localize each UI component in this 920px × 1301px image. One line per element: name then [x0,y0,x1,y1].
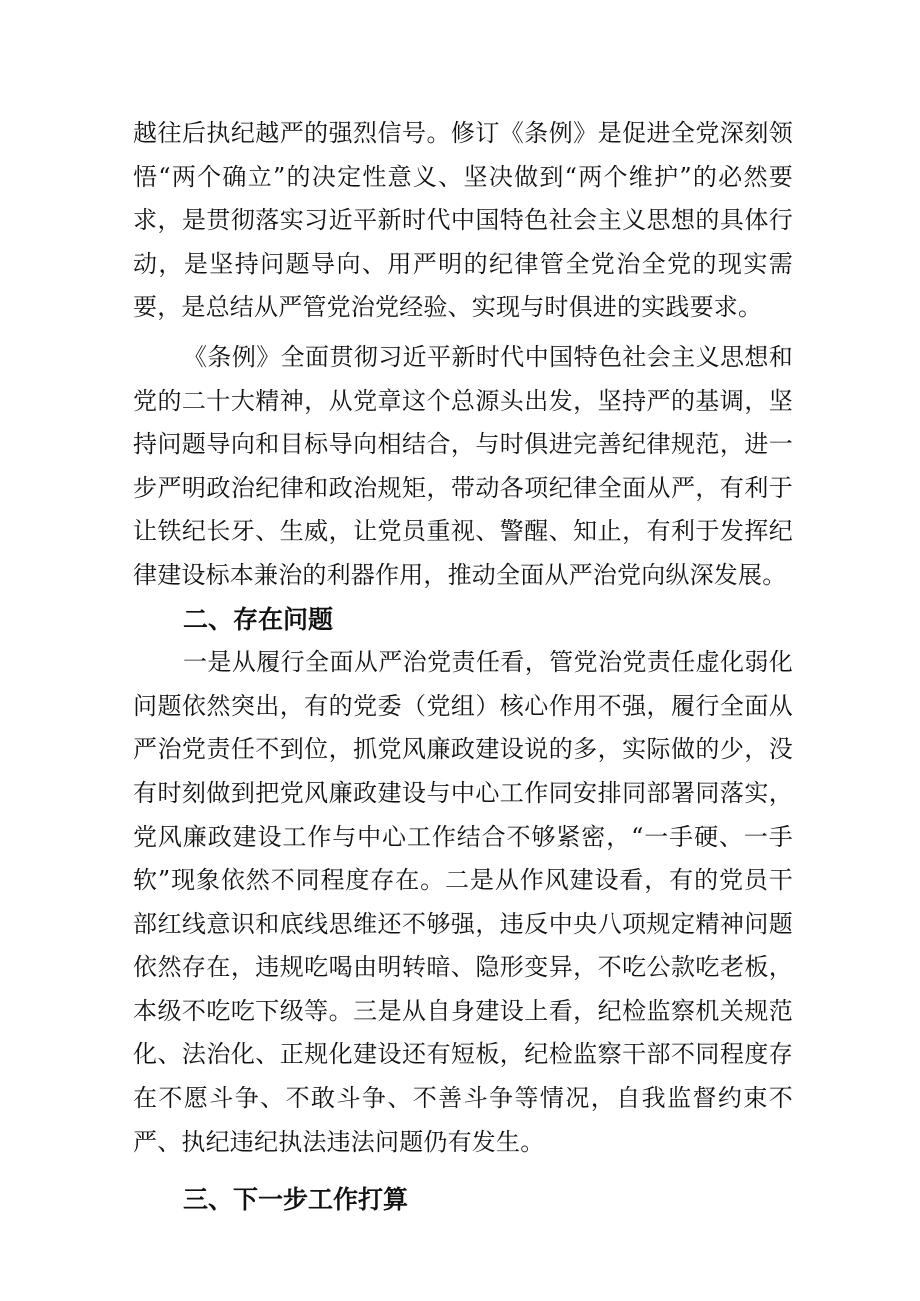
paragraph-problems: 一是从履行全面从严治党责任看，管党治党责任虚化弱化问题依然突出，有的党委（党组）核心作用不强，履行全面从严治党责任不到位，抓党风廉政建设说的多，实际做的少，没有时刻做到把党风廉政建设与中心工作同安排同部署同落实，党风廉政建设工作与中心工作结合不够紧密，“一手硬、一手软”现象依然不同程度存在。二是从作风建设看，有的党员干部红线意识和底线思维还不够强，违反中央八项规定精神问题依然存在，违规吃喝由明转暗、隐形变异，不吃公款吃老板，本级不吃吃下级等。三是从自身建设上看，纪检监察机关规范化、法治化、正规化建设还有短板，纪检监察干部不同程度存在不愿斗争、不敢斗争、不善斗争等情况，自我监督约束不严、执纪违纪执法违法问题仍有发生。 [133,648,793,1156]
paragraph-continuation: 越往后执纪越严的强烈信号。修订《条例》是促进全党深刻领悟“两个确立”的决定性意义、坚决做到“两个维护”的必然要求，是贯彻落实习近平新时代中国特色社会主义思想的具体行动，是坚持问题导向、用严明的纪律管全党治全党的现实需要，是总结从严管党治党经验、实现与时俱进的实践要求。 [133,119,793,322]
paragraph-regulations: 《条例》全面贯彻习近平新时代中国特色社会主义思想和党的二十大精神，从党章这个总源头出发，坚持严的基调，坚持问题导向和目标导向相结合，与时俱进完善纪律规范，进一步严明政治纪律和政治规矩，带动各项纪律全面从严，有利于让铁纪长牙、生威，让党员重视、警醒、知止，有利于发挥纪律建设标本兼治的利器作用，推动全面从严治党向纵深发展。 [133,342,793,589]
section-heading-next-steps: 三、下一步工作打算 [183,1185,409,1215]
section-heading-problems: 二、存在问题 [183,604,334,634]
paragraph-gap [133,1164,793,1178]
document-page [133,112,793,1222]
